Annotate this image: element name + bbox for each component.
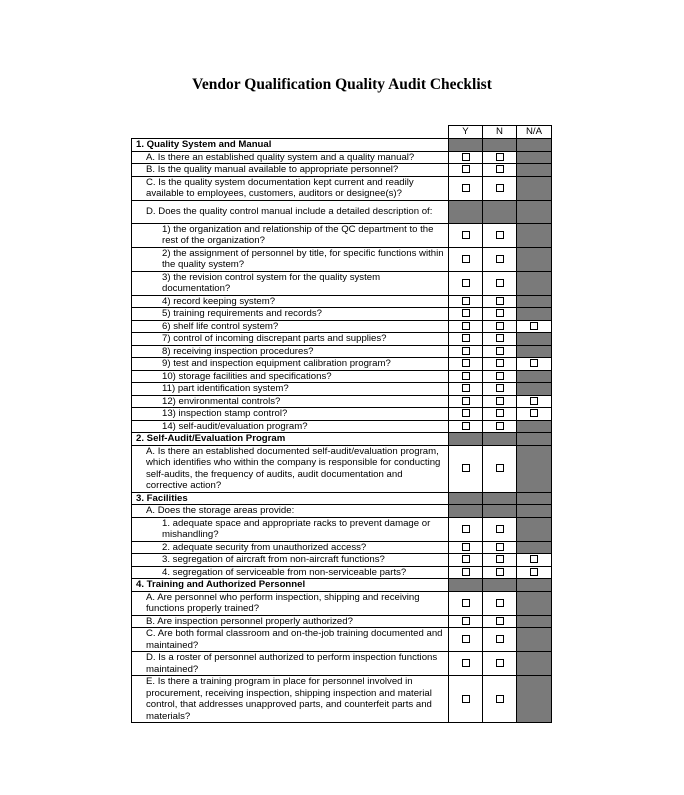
checklist-row: [132, 652, 552, 676]
no-cell: [483, 345, 517, 358]
yes-checkbox[interactable]: [462, 153, 470, 161]
no-checkbox[interactable]: [496, 153, 504, 161]
shaded-cell: [517, 223, 552, 247]
yes-checkbox[interactable]: [462, 297, 470, 305]
yes-cell: [449, 295, 483, 308]
na-cell: [517, 554, 552, 567]
shaded-cell: [449, 433, 483, 446]
no-cell: [483, 320, 517, 333]
yes-checkbox[interactable]: [462, 255, 470, 263]
shaded-cell: [517, 345, 552, 358]
yes-cell: [449, 554, 483, 567]
column-header-na: N/A: [517, 126, 552, 139]
na-checkbox[interactable]: [530, 568, 538, 576]
shaded-cell: [517, 308, 552, 321]
no-checkbox[interactable]: [496, 525, 504, 533]
checklist-row: [132, 517, 552, 541]
checklist-row: [132, 333, 552, 346]
shaded-cell: [449, 492, 483, 505]
shaded-cell: [517, 433, 552, 446]
question-text: D. Is a roster of personnel authorized to perform inspection functions maintained?: [132, 652, 449, 676]
yes-checkbox[interactable]: [462, 422, 470, 430]
no-cell: [483, 615, 517, 628]
shaded-cell: [517, 652, 552, 676]
na-checkbox[interactable]: [530, 555, 538, 563]
yes-cell: [449, 445, 483, 492]
checklist-row: [132, 308, 552, 321]
question-text: 2) the assignment of personnel by title, for specific functions within the quality system?: [132, 247, 449, 271]
no-checkbox[interactable]: [496, 184, 504, 192]
no-cell: [483, 333, 517, 346]
yes-cell: [449, 566, 483, 579]
yes-checkbox[interactable]: [462, 617, 470, 625]
no-cell: [483, 628, 517, 652]
no-cell: [483, 395, 517, 408]
question-text: 11) part identification system?: [132, 383, 449, 396]
yes-checkbox[interactable]: [462, 568, 470, 576]
question-text: 4. segregation of serviceable from non-serviceable parts?: [132, 566, 449, 579]
yes-cell: [449, 541, 483, 554]
no-cell: [483, 541, 517, 554]
no-checkbox[interactable]: [496, 372, 504, 380]
no-checkbox[interactable]: [496, 397, 504, 405]
na-cell: [517, 408, 552, 421]
checklist-row: [132, 164, 552, 177]
question-text: 9) test and inspection equipment calibration program?: [132, 358, 449, 371]
no-checkbox[interactable]: [496, 322, 504, 330]
no-checkbox[interactable]: [496, 635, 504, 643]
section-heading-row: [132, 579, 552, 592]
no-cell: [483, 420, 517, 433]
no-checkbox[interactable]: [496, 599, 504, 607]
no-checkbox[interactable]: [496, 279, 504, 287]
question-text: A. Is there an established quality system and a quality manual?: [132, 151, 449, 164]
yes-checkbox[interactable]: [462, 525, 470, 533]
question-text: A. Does the storage areas provide:: [132, 505, 449, 518]
shaded-cell: [449, 139, 483, 152]
shaded-cell: [517, 676, 552, 723]
shaded-cell: [483, 200, 517, 223]
shaded-cell: [517, 628, 552, 652]
no-cell: [483, 652, 517, 676]
yes-cell: [449, 615, 483, 628]
shaded-cell: [517, 247, 552, 271]
no-checkbox[interactable]: [496, 359, 504, 367]
shaded-cell: [517, 517, 552, 541]
no-checkbox[interactable]: [496, 309, 504, 317]
no-cell: [483, 358, 517, 371]
yes-cell: [449, 333, 483, 346]
yes-checkbox[interactable]: [462, 384, 470, 392]
checklist-row: [132, 151, 552, 164]
shaded-cell: [517, 541, 552, 554]
yes-checkbox[interactable]: [462, 184, 470, 192]
audit-checklist-table: [131, 125, 552, 723]
yes-cell: [449, 164, 483, 177]
yes-cell: [449, 383, 483, 396]
na-cell: [517, 395, 552, 408]
question-text: 8) receiving inspection procedures?: [132, 345, 449, 358]
question-text: 3) the revision control system for the quality system documentation?: [132, 271, 449, 295]
shaded-cell: [483, 139, 517, 152]
checklist-row: [132, 345, 552, 358]
header-blank: [132, 126, 449, 139]
no-checkbox[interactable]: [496, 543, 504, 551]
no-cell: [483, 408, 517, 421]
checklist-row: [132, 420, 552, 433]
section-heading-row: [132, 139, 552, 152]
shaded-cell: [483, 433, 517, 446]
yes-cell: [449, 247, 483, 271]
question-text: 2. adequate security from unauthorized access?: [132, 541, 449, 554]
yes-checkbox[interactable]: [462, 359, 470, 367]
no-cell: [483, 370, 517, 383]
shaded-cell: [517, 295, 552, 308]
no-checkbox[interactable]: [496, 422, 504, 430]
yes-checkbox[interactable]: [462, 347, 470, 355]
shaded-cell: [483, 505, 517, 518]
checklist-row: [132, 505, 552, 518]
shaded-cell: [517, 139, 552, 152]
yes-cell: [449, 345, 483, 358]
question-text: 7) control of incoming discrepant parts and supplies?: [132, 333, 449, 346]
no-checkbox[interactable]: [496, 695, 504, 703]
no-checkbox[interactable]: [496, 334, 504, 342]
checklist-row: [132, 200, 552, 223]
checklist-row: [132, 395, 552, 408]
shaded-cell: [517, 505, 552, 518]
checklist-row: [132, 295, 552, 308]
checklist-row: [132, 591, 552, 615]
checklist-row: [132, 176, 552, 200]
shaded-cell: [517, 164, 552, 177]
section-heading-row: [132, 492, 552, 505]
no-checkbox[interactable]: [496, 384, 504, 392]
document-title: Vendor Qualification Quality Audit Checklist: [192, 76, 492, 93]
na-checkbox[interactable]: [530, 409, 538, 417]
na-checkbox[interactable]: [530, 359, 538, 367]
checklist-row: [132, 271, 552, 295]
checklist-row: [132, 554, 552, 567]
yes-checkbox[interactable]: [462, 555, 470, 563]
question-text: D. Does the quality control manual include a detailed description of:: [132, 200, 449, 223]
section-heading: 3. Facilities: [132, 492, 449, 505]
no-cell: [483, 383, 517, 396]
no-cell: [483, 164, 517, 177]
no-cell: [483, 247, 517, 271]
shaded-cell: [517, 176, 552, 200]
no-checkbox[interactable]: [496, 165, 504, 173]
section-heading: 1. Quality System and Manual: [132, 139, 449, 152]
header-row: [132, 126, 552, 139]
checklist-row: [132, 676, 552, 723]
no-cell: [483, 308, 517, 321]
question-text: E. Is there a training program in place for personnel involved in procurement, receiving inspection, shipping inspection and material control, that addresses unapproved parts, and counterfeit parts and materials?: [132, 676, 449, 723]
yes-checkbox[interactable]: [462, 409, 470, 417]
question-text: 4) record keeping system?: [132, 295, 449, 308]
shaded-cell: [517, 579, 552, 592]
yes-cell: [449, 395, 483, 408]
checklist-row: [132, 615, 552, 628]
column-header-yes: Y: [449, 126, 483, 139]
no-checkbox[interactable]: [496, 347, 504, 355]
question-text: A. Is there an established documented self-audit/evaluation program, which identifies who within the company is responsible for conducting self-audits, the frequency of audits, audit documentation and corrective action?: [132, 445, 449, 492]
shaded-cell: [449, 579, 483, 592]
yes-cell: [449, 308, 483, 321]
checklist-row: [132, 358, 552, 371]
no-cell: [483, 223, 517, 247]
no-checkbox[interactable]: [496, 617, 504, 625]
shaded-cell: [483, 492, 517, 505]
checklist-row: [132, 370, 552, 383]
yes-checkbox[interactable]: [462, 464, 470, 472]
section-heading: 4. Training and Authorized Personnel: [132, 579, 449, 592]
no-checkbox[interactable]: [496, 231, 504, 239]
shaded-cell: [483, 579, 517, 592]
shaded-cell: [517, 333, 552, 346]
question-text: C. Are both formal classroom and on-the-job training documented and maintained?: [132, 628, 449, 652]
no-checkbox[interactable]: [496, 409, 504, 417]
yes-cell: [449, 652, 483, 676]
yes-checkbox[interactable]: [462, 659, 470, 667]
no-cell: [483, 566, 517, 579]
shaded-cell: [449, 200, 483, 223]
yes-checkbox[interactable]: [462, 334, 470, 342]
no-cell: [483, 271, 517, 295]
checklist-row: [132, 247, 552, 271]
no-cell: [483, 295, 517, 308]
question-text: 13) inspection stamp control?: [132, 408, 449, 421]
checklist-row: [132, 320, 552, 333]
shaded-cell: [449, 505, 483, 518]
no-cell: [483, 176, 517, 200]
yes-checkbox[interactable]: [462, 599, 470, 607]
yes-cell: [449, 420, 483, 433]
no-cell: [483, 676, 517, 723]
yes-cell: [449, 370, 483, 383]
no-checkbox[interactable]: [496, 555, 504, 563]
question-text: B. Is the quality manual available to appropriate personnel?: [132, 164, 449, 177]
yes-checkbox[interactable]: [462, 635, 470, 643]
no-checkbox[interactable]: [496, 659, 504, 667]
question-text: 6) shelf life control system?: [132, 320, 449, 333]
yes-checkbox[interactable]: [462, 372, 470, 380]
no-cell: [483, 517, 517, 541]
yes-cell: [449, 358, 483, 371]
question-text: 1. adequate space and appropriate racks to prevent damage or mishandling?: [132, 517, 449, 541]
checklist-row: [132, 628, 552, 652]
yes-cell: [449, 591, 483, 615]
na-checkbox[interactable]: [530, 322, 538, 330]
shaded-cell: [517, 151, 552, 164]
question-text: C. Is the quality system documentation kept current and readily available to employees, customers, auditors or designee(s)?: [132, 176, 449, 200]
section-heading-row: [132, 433, 552, 446]
checklist-row: [132, 223, 552, 247]
checklist-row: [132, 383, 552, 396]
yes-cell: [449, 176, 483, 200]
yes-cell: [449, 223, 483, 247]
checklist-row: [132, 445, 552, 492]
yes-cell: [449, 676, 483, 723]
checklist-row: [132, 541, 552, 554]
shaded-cell: [517, 200, 552, 223]
yes-checkbox[interactable]: [462, 231, 470, 239]
no-checkbox[interactable]: [496, 255, 504, 263]
yes-checkbox[interactable]: [462, 695, 470, 703]
question-text: 14) self-audit/evaluation program?: [132, 420, 449, 433]
shaded-cell: [517, 420, 552, 433]
yes-cell: [449, 517, 483, 541]
question-text: 1) the organization and relationship of the QC department to the rest of the organization?: [132, 223, 449, 247]
no-checkbox[interactable]: [496, 297, 504, 305]
question-text: 3. segregation of aircraft from non-aircraft functions?: [132, 554, 449, 567]
na-cell: [517, 320, 552, 333]
question-text: B. Are inspection personnel properly authorized?: [132, 615, 449, 628]
yes-checkbox[interactable]: [462, 397, 470, 405]
checklist-row: [132, 566, 552, 579]
yes-cell: [449, 151, 483, 164]
yes-checkbox[interactable]: [462, 309, 470, 317]
yes-cell: [449, 320, 483, 333]
shaded-cell: [517, 445, 552, 492]
no-checkbox[interactable]: [496, 464, 504, 472]
yes-cell: [449, 408, 483, 421]
question-text: A. Are personnel who perform inspection, shipping and receiving functions properly trained?: [132, 591, 449, 615]
question-text: 10) storage facilities and specifications?: [132, 370, 449, 383]
question-text: 12) environmental controls?: [132, 395, 449, 408]
question-text: 5) training requirements and records?: [132, 308, 449, 321]
no-checkbox[interactable]: [496, 568, 504, 576]
shaded-cell: [517, 370, 552, 383]
no-cell: [483, 445, 517, 492]
yes-cell: [449, 271, 483, 295]
na-cell: [517, 566, 552, 579]
no-cell: [483, 554, 517, 567]
na-cell: [517, 358, 552, 371]
column-header-no: N: [483, 126, 517, 139]
yes-checkbox[interactable]: [462, 322, 470, 330]
na-checkbox[interactable]: [530, 397, 538, 405]
shaded-cell: [517, 591, 552, 615]
yes-checkbox[interactable]: [462, 279, 470, 287]
shaded-cell: [517, 383, 552, 396]
shaded-cell: [517, 615, 552, 628]
shaded-cell: [517, 271, 552, 295]
yes-cell: [449, 628, 483, 652]
section-heading: 2. Self-Audit/Evaluation Program: [132, 433, 449, 446]
no-cell: [483, 591, 517, 615]
checklist-row: [132, 408, 552, 421]
yes-checkbox[interactable]: [462, 165, 470, 173]
yes-checkbox[interactable]: [462, 543, 470, 551]
shaded-cell: [517, 492, 552, 505]
no-cell: [483, 151, 517, 164]
